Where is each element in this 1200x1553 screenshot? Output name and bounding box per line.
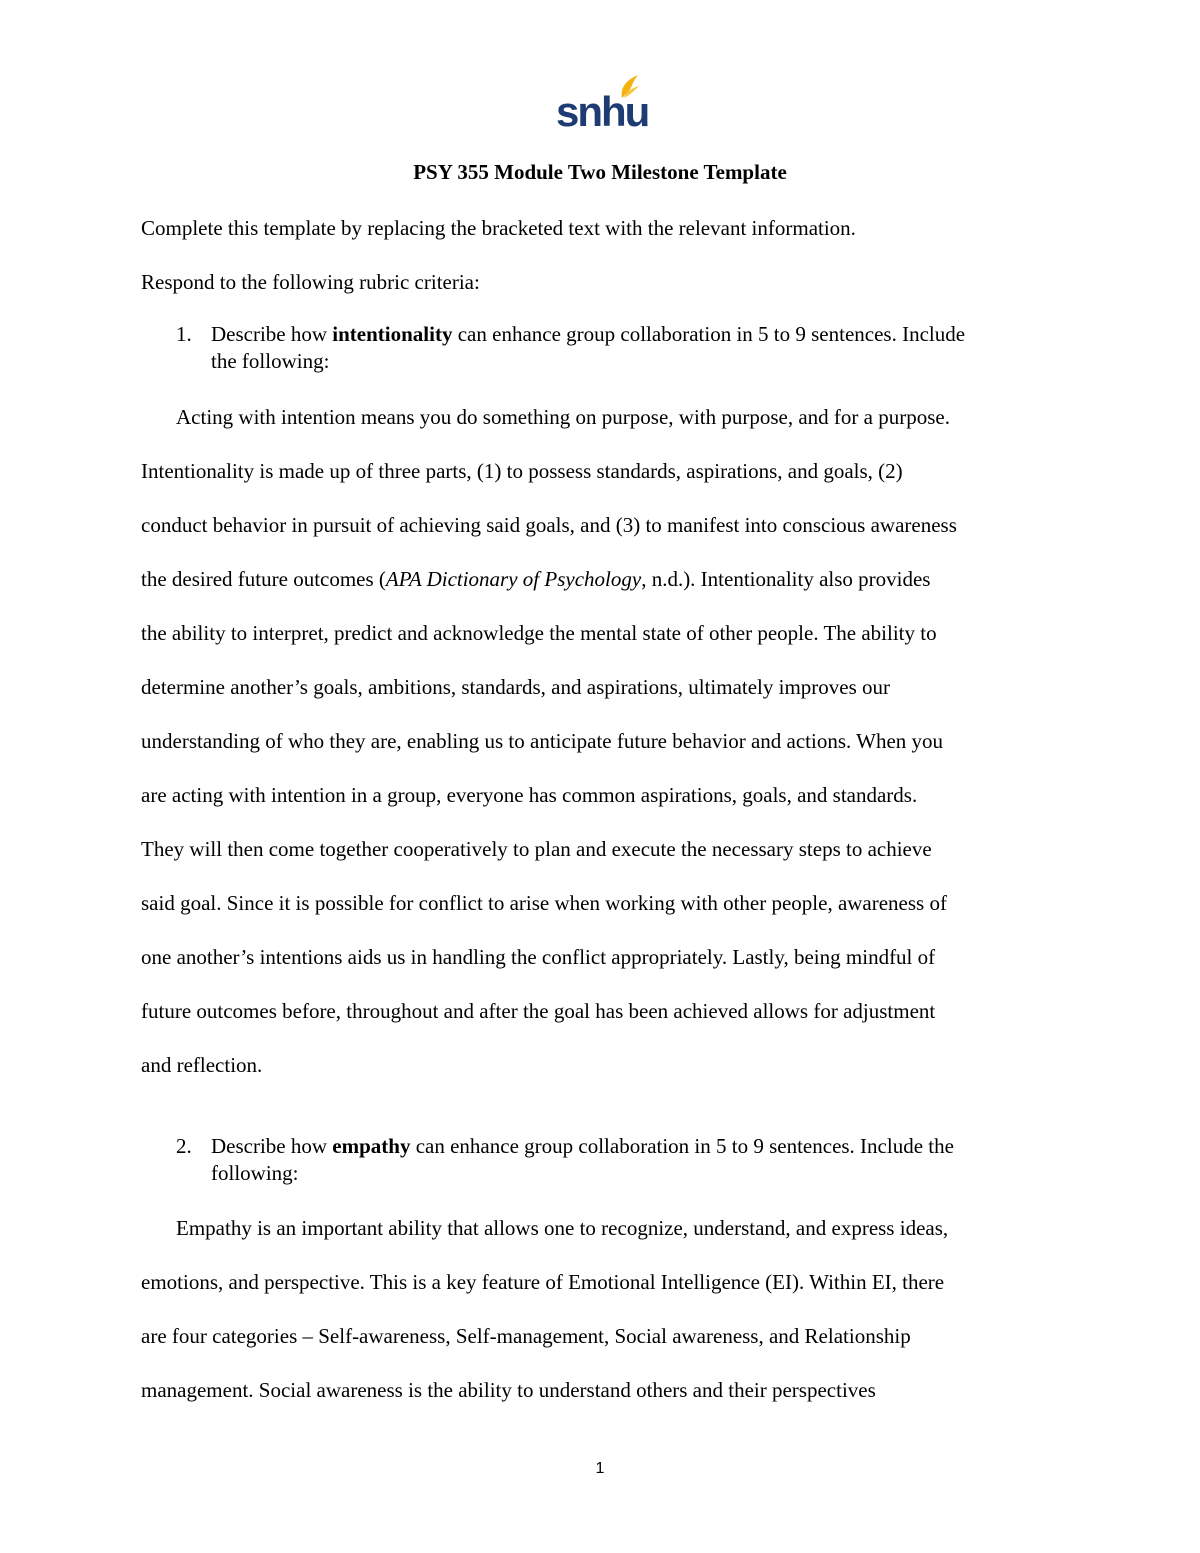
rubric-item-2-suffix: can enhance group collaboration in 5 to 9 sentences. Include the [410, 1134, 954, 1158]
answer-1-line: understanding of who they are, enabling us to anticipate future behavior and actions. When you [141, 729, 944, 753]
instructions-text: Complete this template by replacing the bracketed text with the relevant information. [141, 216, 856, 240]
logo-wordmark: snhu [556, 88, 649, 135]
rubric-item-2 [141, 1133, 1071, 1189]
answer-2-line: emotions, and perspective. This is a key feature of Emotional Intelligence (EI). Within EI, there [141, 1270, 945, 1294]
answer-2-line: management. Social awareness is the ability to understand others and their perspectives [141, 1378, 876, 1402]
rubric-item-1-prefix: Describe how [211, 322, 333, 346]
answer-1-line: the ability to interpret, predict and acknowledge the mental state of other people. The ability to [141, 621, 937, 645]
answer-1-line: determine another’s goals, ambitions, standards, and aspirations, ultimately improves our [141, 675, 891, 699]
rubric-item-1-text [211, 321, 1071, 375]
answer-1-line: and reflection. [141, 1053, 263, 1077]
snhu-logo [556, 74, 649, 135]
answer-1-line [141, 565, 930, 593]
answer-1-line: said goal. Since it is possible for conflict to arise when working with other people, awareness of [141, 891, 947, 915]
rubric-item-2-text [211, 1133, 1071, 1187]
answer-2-line: Empathy is an important ability that allows one to recognize, understand, and express ideas, [176, 1216, 949, 1240]
rubric-item-2-prefix: Describe how [211, 1134, 333, 1158]
rubric-item-1 [141, 321, 1071, 377]
rubric-item-1-keyword: intentionality [332, 322, 453, 346]
answer-1-line: They will then come together cooperatively to plan and execute the necessary steps to achieve [141, 837, 932, 861]
rubric-item-2-suffix-line2: following: [211, 1161, 299, 1185]
answer-2-line: are four categories – Self-awareness, Self-management, Social awareness, and Relationship [141, 1324, 911, 1348]
answer-1-line-4-before: the desired future outcomes ( [141, 567, 386, 591]
page-number: 1 [595, 1460, 605, 1477]
answer-1-line: one another’s intentions aids us in handling the conflict appropriately. Lastly, being mindful of [141, 945, 936, 969]
rubric-item-1-suffix-line2: the following: [211, 349, 330, 373]
rubric-item-2-keyword: empathy [332, 1134, 411, 1158]
answer-1-line: are acting with intention in a group, everyone has common aspirations, goals, and standards. [141, 783, 918, 807]
answer-1-line: Acting with intention means you do something on purpose, with purpose, and for a purpose. [176, 405, 950, 429]
document-title: PSY 355 Module Two Milestone Template [413, 160, 787, 184]
answer-1-line: conduct behavior in pursuit of achieving said goals, and (3) to manifest into conscious awareness [141, 513, 957, 537]
rubric-intro-text: Respond to the following rubric criteria: [141, 270, 480, 294]
answer-1-line-4-after: , n.d.). Intentionality also provides [641, 567, 931, 591]
rubric-item-1-suffix: can enhance group collaboration in 5 to 9 sentences. Include [452, 322, 966, 346]
citation-title: APA Dictionary of Psychology [385, 567, 642, 591]
answer-1-line: Intentionality is made up of three parts, (1) to possess standards, aspirations, and goals, (2) [141, 459, 903, 483]
rubric-item-1-number: 1. [176, 322, 192, 346]
answer-1-line: future outcomes before, throughout and after the goal has been achieved allows for adjustment [141, 999, 936, 1023]
rubric-item-2-number: 2. [176, 1134, 192, 1158]
